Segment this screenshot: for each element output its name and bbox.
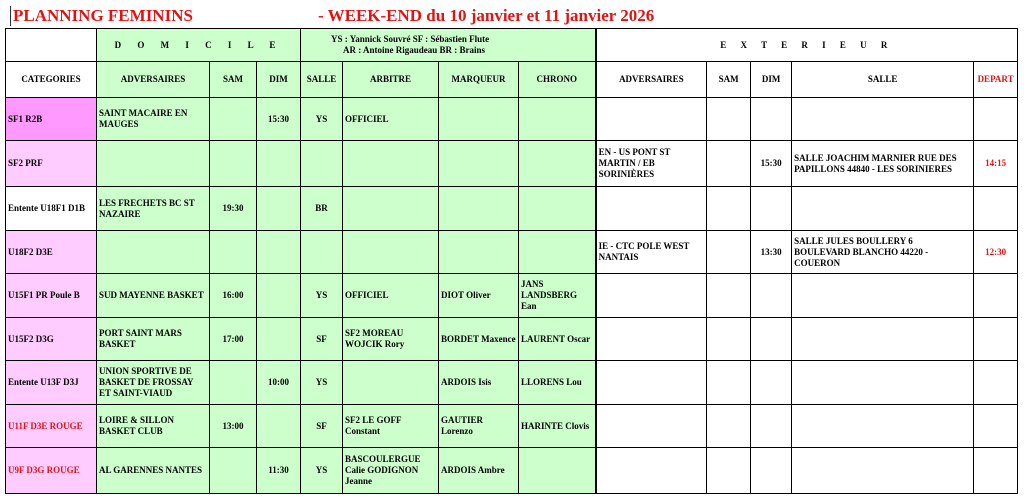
marqueur-cell: ARDOIS Ambre bbox=[439, 448, 519, 494]
arbitre-cell: OFFICIEL bbox=[343, 274, 439, 318]
legend-line-2: AR : Antoine Rigaudeau BR : Brains bbox=[343, 45, 486, 55]
col-adversaires: ADVERSAIRES bbox=[97, 62, 210, 98]
salle-cell: YS bbox=[301, 98, 343, 141]
category-cell: U9F D3G ROUGE bbox=[6, 448, 97, 494]
dim-cell bbox=[257, 405, 301, 448]
chrono-cell: HARINTE Clovis bbox=[519, 405, 596, 448]
adversaire-cell: UNION SPORTIVE DE BASKET DE FROSSAY ET SAINT-VIAUD bbox=[97, 361, 210, 405]
arbitre-cell: SF2 MOREAU WOJCIK Rory bbox=[343, 318, 439, 361]
ext-salle-cell bbox=[792, 98, 974, 141]
dim-cell bbox=[257, 274, 301, 318]
adversaire-cell: LOIRE & SILLON BASKET CLUB bbox=[97, 405, 210, 448]
col-dim: DIM bbox=[257, 62, 301, 98]
ext-salle-cell bbox=[792, 448, 974, 494]
ext-adversaire-cell: EN - US PONT ST MARTIN / EB SORINIÈRES bbox=[596, 141, 707, 187]
marqueur-cell: DIOT Oliver bbox=[439, 274, 519, 318]
ext-sam-cell bbox=[707, 448, 751, 494]
col-chrono: CHRONO bbox=[519, 62, 596, 98]
sam-cell: 19:30 bbox=[210, 187, 257, 231]
dim-cell bbox=[257, 318, 301, 361]
table-row bbox=[6, 318, 1018, 361]
col-ext-adversaires: ADVERSAIRES bbox=[596, 62, 707, 98]
table-row bbox=[6, 405, 1018, 448]
arbitre-cell: SF2 LE GOFF Constant bbox=[343, 405, 439, 448]
ext-sam-cell bbox=[707, 231, 751, 274]
ext-sam-cell bbox=[707, 274, 751, 318]
dim-cell: 11:30 bbox=[257, 448, 301, 494]
ext-sam-cell bbox=[707, 318, 751, 361]
adversaire-cell: PORT SAINT MARS BASKET bbox=[97, 318, 210, 361]
col-arbitre: ARBITRE bbox=[343, 62, 439, 98]
col-categories: CATEGORIES bbox=[6, 62, 97, 98]
adversaire-cell: SUD MAYENNE BASKET bbox=[97, 274, 210, 318]
category-cell: Entente U18F1 D1B bbox=[6, 187, 97, 231]
dim-cell: 10:00 bbox=[257, 361, 301, 405]
table-row bbox=[6, 98, 1018, 141]
table-row bbox=[6, 361, 1018, 405]
salle-cell bbox=[301, 231, 343, 274]
dim-cell bbox=[257, 231, 301, 274]
sam-cell bbox=[210, 361, 257, 405]
ext-sam-cell bbox=[707, 405, 751, 448]
arbitre-cell bbox=[343, 361, 439, 405]
adversaire-cell: SAINT MACAIRE EN MAUGES bbox=[97, 98, 210, 141]
sam-cell bbox=[210, 98, 257, 141]
sam-cell bbox=[210, 448, 257, 494]
category-cell: SF1 R2B bbox=[6, 98, 97, 141]
ext-adversaire-cell bbox=[596, 448, 707, 494]
ext-salle-cell bbox=[792, 405, 974, 448]
section-header-row bbox=[6, 29, 1018, 62]
ext-sam-cell bbox=[707, 361, 751, 405]
marqueur-cell bbox=[439, 231, 519, 274]
ext-salle-cell bbox=[792, 187, 974, 231]
chrono-cell bbox=[519, 141, 596, 187]
category-cell: U18F2 D3E bbox=[6, 231, 97, 274]
chrono-cell bbox=[519, 231, 596, 274]
category-cell: SF2 PRF bbox=[6, 141, 97, 187]
ext-sam-cell bbox=[707, 98, 751, 141]
chrono-cell: LAURENT Oscar bbox=[519, 318, 596, 361]
category-cell: Entente U13F D3J bbox=[6, 361, 97, 405]
domicile-legend bbox=[301, 29, 596, 62]
arbitre-cell bbox=[343, 187, 439, 231]
ext-salle-cell bbox=[792, 361, 974, 405]
sam-cell bbox=[210, 141, 257, 187]
col-marqueur: MARQUEUR bbox=[439, 62, 519, 98]
ext-adversaire-cell: IE - CTC POLE WEST NANTAIS bbox=[596, 231, 707, 274]
depart-cell bbox=[974, 448, 1018, 494]
col-depart: DEPART bbox=[974, 62, 1018, 98]
depart-cell bbox=[974, 274, 1018, 318]
adversaire-cell bbox=[97, 141, 210, 187]
depart-cell bbox=[974, 187, 1018, 231]
salle-cell: SF bbox=[301, 318, 343, 361]
domicile-header: D O M I C I L E bbox=[97, 29, 301, 62]
depart-cell bbox=[974, 98, 1018, 141]
sam-cell: 17:00 bbox=[210, 318, 257, 361]
title-left: PLANNING FEMININS bbox=[10, 6, 193, 26]
exterieur-header: E X T E R I E U R bbox=[596, 29, 1018, 62]
col-ext-salle: SALLE bbox=[792, 62, 974, 98]
marqueur-cell: BORDET Maxence bbox=[439, 318, 519, 361]
ext-dim-cell bbox=[751, 405, 792, 448]
salle-cell bbox=[301, 141, 343, 187]
planning-table bbox=[5, 28, 1018, 494]
table-row bbox=[6, 231, 1018, 274]
depart-cell bbox=[974, 405, 1018, 448]
sam-cell: 13:00 bbox=[210, 405, 257, 448]
table-row bbox=[6, 141, 1018, 187]
table-row bbox=[6, 187, 1018, 231]
col-sam: SAM bbox=[210, 62, 257, 98]
depart-cell: 14:15 bbox=[974, 141, 1018, 187]
dim-cell bbox=[257, 187, 301, 231]
dim-cell bbox=[257, 141, 301, 187]
arbitre-cell bbox=[343, 141, 439, 187]
ext-salle-cell: SALLE JOACHIM MARNIER RUE DES PAPILLONS 44840 - LES SORINIERES bbox=[792, 141, 974, 187]
ext-adversaire-cell bbox=[596, 405, 707, 448]
salle-cell: BR bbox=[301, 187, 343, 231]
salle-cell: YS bbox=[301, 274, 343, 318]
salle-cell: YS bbox=[301, 361, 343, 405]
arbitre-cell: BASCOULERGUE Calie GODIGNON Jeanne bbox=[343, 448, 439, 494]
corner-cell bbox=[6, 29, 97, 62]
title-right: - WEEK-END du 10 janvier et 11 janvier 2026 bbox=[318, 6, 655, 25]
salle-cell: SF bbox=[301, 405, 343, 448]
depart-cell bbox=[974, 361, 1018, 405]
sam-cell bbox=[210, 231, 257, 274]
depart-cell bbox=[974, 318, 1018, 361]
depart-cell: 12:30 bbox=[974, 231, 1018, 274]
ext-dim-cell bbox=[751, 448, 792, 494]
ext-salle-cell bbox=[792, 318, 974, 361]
marqueur-cell bbox=[439, 187, 519, 231]
ext-dim-cell: 13:30 bbox=[751, 231, 792, 274]
legend-line-1: YS : Yannick Souvré SF : Sébastien Flute bbox=[331, 34, 490, 44]
ext-adversaire-cell bbox=[596, 187, 707, 231]
ext-sam-cell bbox=[707, 141, 751, 187]
adversaire-cell: AL GARENNES NANTES bbox=[97, 448, 210, 494]
chrono-cell bbox=[519, 187, 596, 231]
chrono-cell: JANS LANDSBERG Ean bbox=[519, 274, 596, 318]
arbitre-cell: OFFICIEL bbox=[343, 98, 439, 141]
marqueur-cell bbox=[439, 98, 519, 141]
salle-cell: YS bbox=[301, 448, 343, 494]
ext-adversaire-cell bbox=[596, 274, 707, 318]
column-header-row bbox=[6, 62, 1018, 98]
ext-dim-cell: 15:30 bbox=[751, 141, 792, 187]
chrono-cell bbox=[519, 98, 596, 141]
ext-dim-cell bbox=[751, 98, 792, 141]
ext-dim-cell bbox=[751, 361, 792, 405]
marqueur-cell: ARDOIS Isis bbox=[439, 361, 519, 405]
ext-adversaire-cell bbox=[596, 98, 707, 141]
adversaire-cell: LES FRECHETS BC ST NAZAIRE bbox=[97, 187, 210, 231]
marqueur-cell: GAUTIER Lorenzo bbox=[439, 405, 519, 448]
chrono-cell bbox=[519, 448, 596, 494]
marqueur-cell bbox=[439, 141, 519, 187]
ext-dim-cell bbox=[751, 187, 792, 231]
category-cell: U15F1 PR Poule B bbox=[6, 274, 97, 318]
ext-dim-cell bbox=[751, 274, 792, 318]
col-ext-sam: SAM bbox=[707, 62, 751, 98]
ext-salle-cell bbox=[792, 274, 974, 318]
arbitre-cell bbox=[343, 231, 439, 274]
chrono-cell: LLORENS Lou bbox=[519, 361, 596, 405]
category-cell: U11F D3E ROUGE bbox=[6, 405, 97, 448]
table-row bbox=[6, 274, 1018, 318]
page-title bbox=[6, 4, 1016, 26]
ext-sam-cell bbox=[707, 187, 751, 231]
ext-adversaire-cell bbox=[596, 318, 707, 361]
adversaire-cell bbox=[97, 231, 210, 274]
sam-cell: 16:00 bbox=[210, 274, 257, 318]
col-ext-dim: DIM bbox=[751, 62, 792, 98]
dim-cell: 15:30 bbox=[257, 98, 301, 141]
ext-adversaire-cell bbox=[596, 361, 707, 405]
ext-dim-cell bbox=[751, 318, 792, 361]
ext-salle-cell: SALLE JULES BOULLERY 6 BOULEVARD BLANCHO 44220 - COUERON bbox=[792, 231, 974, 274]
category-cell: U15F2 D3G bbox=[6, 318, 97, 361]
col-salle: SALLE bbox=[301, 62, 343, 98]
table-row bbox=[6, 448, 1018, 494]
